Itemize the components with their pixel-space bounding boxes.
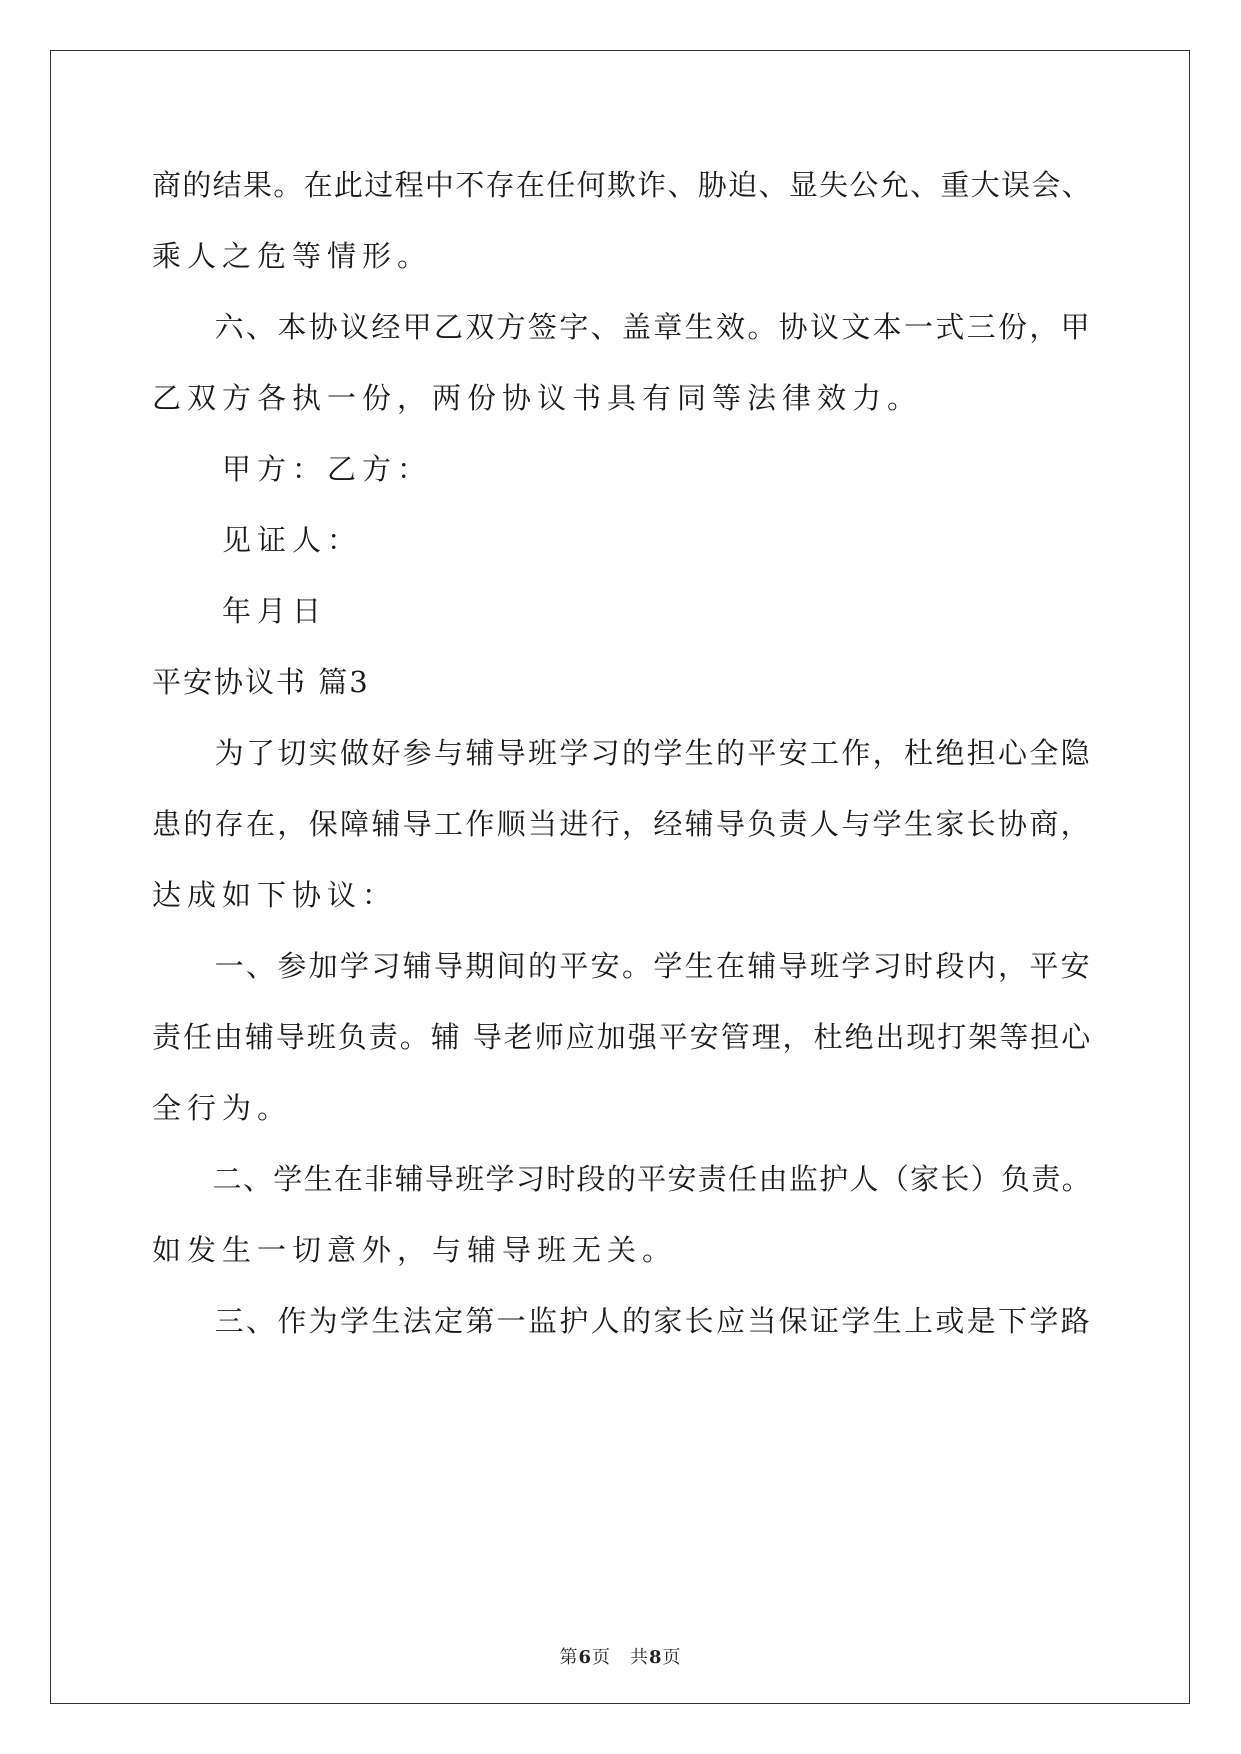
text-line: 二、学生在非辅导班学习时段的平安责任由监护人（家长）负责。: [152, 1162, 1093, 1196]
text-line: 为了切实做好参与辅导班学习的学生的平安工作，杜绝担心全隐: [152, 736, 1093, 770]
text-line: 一、参加学习辅导期间的平安。学生在辅导班学习时段内，平安: [152, 949, 1093, 983]
section-heading: 平安协议书 篇3: [152, 665, 370, 699]
text-line: 患的存在，保障辅导工作顺当进行，经辅导负责人与学生家长协商，: [152, 807, 1093, 841]
total-page-number: 8: [649, 1647, 663, 1668]
footer-prefix: 第: [559, 1647, 579, 1668]
text-line: 达成如下协议：: [152, 878, 398, 912]
page-footer: [0, 1643, 1241, 1669]
footer-suffix: 页: [662, 1647, 682, 1668]
current-page-number: 6: [578, 1647, 592, 1668]
text-line: 年月日: [152, 594, 328, 628]
footer-middle: 页 共: [592, 1647, 649, 1668]
text-line: 责任由辅导班负责。辅 导老师应加强平安管理，杜绝出现打架等担心: [152, 1020, 1093, 1054]
text-line: 六、本协议经甲乙双方签字、盖章生效。协议文本一式三份，甲: [152, 310, 1093, 344]
text-line: 三、作为学生法定第一监护人的家长应当保证学生上或是下学路: [152, 1304, 1093, 1338]
text-line: 乘人之危等情形。: [152, 239, 433, 273]
text-line: 见证人：: [152, 523, 363, 557]
text-line: 全行为。: [152, 1091, 293, 1125]
text-line: 乙双方各执一份，两份协议书具有同等法律效力。: [152, 381, 923, 415]
text-line: 甲方：乙方：: [152, 452, 433, 486]
text-line: 如发生一切意外，与辅导班无关。: [152, 1233, 678, 1267]
text-line: 商的结果。在此过程中不存在任何欺诈、胁迫、显失公允、重大误会、: [152, 168, 1093, 202]
